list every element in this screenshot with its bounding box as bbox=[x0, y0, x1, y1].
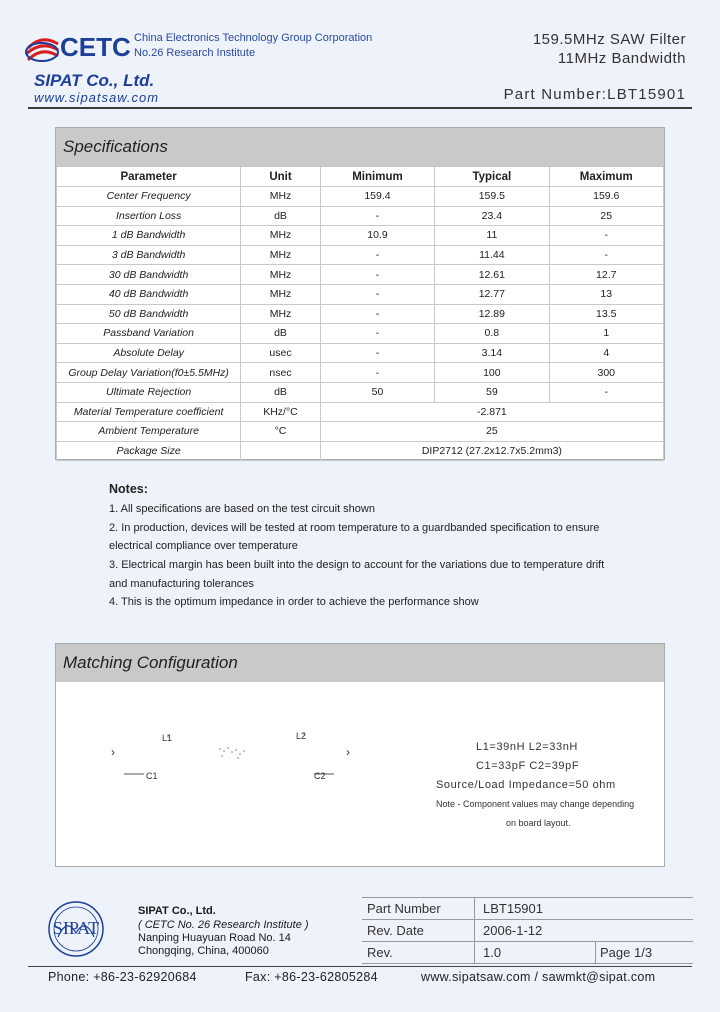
rev-date-value: 2006-1-12 bbox=[483, 923, 543, 938]
matching-panel bbox=[55, 643, 665, 867]
value-cell: - bbox=[320, 284, 434, 304]
unit-cell: °C bbox=[241, 422, 321, 442]
matching-heading: Matching Configuration bbox=[56, 644, 664, 682]
value-cell: 159.4 bbox=[320, 187, 434, 207]
value-cell: 4 bbox=[549, 343, 663, 363]
value-cell: usec bbox=[241, 343, 321, 363]
value-cell: - bbox=[320, 265, 434, 285]
table-row bbox=[57, 324, 664, 344]
table-row bbox=[57, 402, 664, 422]
footer-address1: Nanping Huayuan Road No. 14 bbox=[138, 932, 291, 944]
table-row bbox=[57, 265, 664, 285]
value-cell: - bbox=[320, 343, 434, 363]
value-cell: - bbox=[320, 304, 434, 324]
table-row bbox=[57, 245, 664, 265]
parameter-cell: Insertion Loss bbox=[57, 206, 241, 226]
note-line: 1. All specifications are based on the test circuit shown bbox=[109, 503, 375, 515]
value-cell: - bbox=[549, 245, 663, 265]
table-header-row bbox=[57, 167, 664, 187]
value-cell: nsec bbox=[241, 363, 321, 383]
inductor-values: L1=39nH L2=33nH bbox=[476, 741, 578, 753]
impedance-value: Source/Load Impedance=50 ohm bbox=[436, 779, 616, 791]
parameter-cell: Passband Variation bbox=[57, 324, 241, 344]
value-cell: 12.7 bbox=[549, 265, 663, 285]
value-cell: 12.77 bbox=[435, 284, 549, 304]
logo-text: CETC bbox=[60, 32, 131, 62]
unit-cell bbox=[241, 441, 321, 461]
parameter-cell: 1 dB Bandwidth bbox=[57, 226, 241, 246]
table-row bbox=[57, 187, 664, 207]
l1-label: L1 bbox=[162, 733, 173, 743]
value-cell: 300 bbox=[549, 363, 663, 383]
parameter-cell: Package Size bbox=[57, 441, 241, 461]
note-line: 4. This is the optimum impedance in order to achieve the performance show bbox=[109, 596, 479, 609]
org-name-line1: China Electronics Technology Group Corporation bbox=[134, 32, 373, 44]
value-cell: 159.6 bbox=[549, 187, 663, 207]
column-header: Typical bbox=[435, 167, 549, 187]
value-cell: 23.4 bbox=[435, 206, 549, 226]
value-cell: 25 bbox=[549, 206, 663, 226]
table-row bbox=[57, 284, 664, 304]
notes-title: Notes: bbox=[109, 482, 148, 496]
input-arrow-icon: › bbox=[111, 745, 115, 759]
value-cell: dB bbox=[241, 382, 321, 402]
value-cell: MHz bbox=[241, 187, 321, 207]
c1-label: C1 bbox=[146, 771, 158, 781]
footer-address2: Chongqing, China, 400060 bbox=[138, 945, 269, 957]
table-row bbox=[57, 206, 664, 226]
table-row bbox=[57, 422, 664, 442]
phone-number: Phone: +86-23-62920684 bbox=[48, 970, 197, 984]
value-cell: 11 bbox=[435, 226, 549, 246]
output-arrow-icon: › bbox=[346, 745, 350, 759]
part-number: Part Number:LBT15901 bbox=[503, 86, 686, 103]
table-row bbox=[57, 304, 664, 324]
value-cell: MHz bbox=[241, 226, 321, 246]
table-row bbox=[362, 898, 693, 920]
column-header: Maximum bbox=[549, 167, 663, 187]
notes-section bbox=[109, 482, 604, 612]
parameter-cell: Group Delay Variation(f0±5.5MHz) bbox=[57, 363, 241, 383]
c2-label: C2 bbox=[314, 771, 326, 781]
value-cell: -2.871 bbox=[320, 402, 663, 422]
sipat-seal-logo-icon bbox=[30, 897, 122, 961]
seal-text: SIPAT bbox=[52, 918, 100, 938]
value-cell: dB bbox=[241, 206, 321, 226]
l2-label: L2 bbox=[296, 731, 307, 741]
note-line: electrical compliance over temperature bbox=[109, 540, 298, 553]
company-name: SIPAT Co., Ltd. bbox=[34, 71, 155, 90]
value-cell: DIP2712 (27.2x12.7x5.2mm3) bbox=[320, 441, 663, 461]
parameter-cell: 30 dB Bandwidth bbox=[57, 265, 241, 285]
rev-date-label: Rev. Date bbox=[362, 920, 475, 941]
note-line: and manufacturing tolerances bbox=[109, 577, 254, 590]
footer-company: SIPAT Co., Ltd. bbox=[138, 905, 216, 917]
parameter-cell: 50 dB Bandwidth bbox=[57, 304, 241, 324]
specifications-panel bbox=[55, 127, 665, 460]
parameter-cell: Material Temperature coefficient bbox=[57, 402, 241, 422]
website-link[interactable]: www.sipatsaw.com bbox=[34, 90, 160, 105]
parameter-cell: 3 dB Bandwidth bbox=[57, 245, 241, 265]
value-cell: MHz bbox=[241, 304, 321, 324]
value-cell: 12.61 bbox=[435, 265, 549, 285]
value-cell: - bbox=[320, 245, 434, 265]
value-cell: - bbox=[320, 206, 434, 226]
parameter-cell: Ultimate Rejection bbox=[57, 382, 241, 402]
value-cell: 3.14 bbox=[435, 343, 549, 363]
part-number-value: LBT15901 bbox=[483, 901, 543, 916]
parameter-cell: Ambient Temperature bbox=[57, 422, 241, 442]
page-indicator: Page 1/3 bbox=[595, 942, 693, 963]
part-number-label: Part Number bbox=[362, 898, 475, 919]
footer-divider bbox=[28, 966, 692, 967]
value-cell: MHz bbox=[241, 245, 321, 265]
table-row bbox=[57, 226, 664, 246]
component-note-cont: on board layout. bbox=[506, 818, 571, 828]
value-cell: MHz bbox=[241, 284, 321, 304]
value-cell: 10.9 bbox=[320, 226, 434, 246]
unit-cell: KHz/°C bbox=[241, 402, 321, 422]
capacitor-values: C1=33pF C2=39pF bbox=[476, 760, 580, 772]
value-cell: 59 bbox=[435, 382, 549, 402]
parameter-cell: Center Frequency bbox=[57, 187, 241, 207]
table-row bbox=[57, 382, 664, 402]
specifications-table bbox=[56, 166, 664, 461]
column-header: Minimum bbox=[320, 167, 434, 187]
product-subtitle: 11MHz Bandwidth bbox=[557, 50, 686, 67]
footer-institute: ( CETC No. 26 Research Institute ) bbox=[138, 919, 309, 931]
value-cell: 25 bbox=[320, 422, 663, 442]
value-cell: 12.89 bbox=[435, 304, 549, 324]
parameter-cell: 40 dB Bandwidth bbox=[57, 284, 241, 304]
header-divider bbox=[28, 107, 692, 109]
value-cell: - bbox=[549, 382, 663, 402]
value-cell: 50 bbox=[320, 382, 434, 402]
web-email-link[interactable]: www.sipatsaw.com / sawmkt@sipat.com bbox=[421, 970, 656, 984]
value-cell: - bbox=[549, 226, 663, 246]
value-cell: 13 bbox=[549, 284, 663, 304]
rev-value: 1.0 bbox=[483, 945, 502, 960]
value-cell: 100 bbox=[435, 363, 549, 383]
value-cell: 11.44 bbox=[435, 245, 549, 265]
rev-label: Rev. bbox=[362, 942, 475, 963]
column-header: Parameter bbox=[57, 167, 241, 187]
value-cell: 1 bbox=[549, 324, 663, 344]
value-cell: - bbox=[320, 363, 434, 383]
table-row bbox=[57, 363, 664, 383]
value-cell: MHz bbox=[241, 265, 321, 285]
org-name-line2: No.26 Research Institute bbox=[134, 47, 256, 59]
table-row bbox=[57, 441, 664, 461]
note-line: 3. Electrical margin has been built into the design to account for the variations due to temperature drift bbox=[109, 559, 605, 572]
value-cell: 0.8 bbox=[435, 324, 549, 344]
product-title: 159.5MHz SAW Filter bbox=[532, 31, 686, 48]
parameter-cell: Absolute Delay bbox=[57, 343, 241, 363]
value-cell: - bbox=[320, 324, 434, 344]
table-row bbox=[362, 920, 693, 942]
value-cell: 159.5 bbox=[435, 187, 549, 207]
column-header: Unit bbox=[241, 167, 321, 187]
fax-number: Fax: +86-23-62805284 bbox=[245, 970, 378, 984]
table-row bbox=[57, 343, 664, 363]
note-line: 2. In production, devices will be tested at room temperature to a guardbanded specification to ensure bbox=[109, 521, 600, 534]
value-cell: dB bbox=[241, 324, 321, 344]
saw-filter-symbol bbox=[219, 747, 245, 759]
specifications-heading: Specifications bbox=[56, 128, 664, 166]
value-cell: 13.5 bbox=[549, 304, 663, 324]
table-row bbox=[362, 942, 693, 964]
component-note: Note - Component values may change depending bbox=[436, 799, 635, 809]
document-info-table bbox=[362, 898, 693, 964]
